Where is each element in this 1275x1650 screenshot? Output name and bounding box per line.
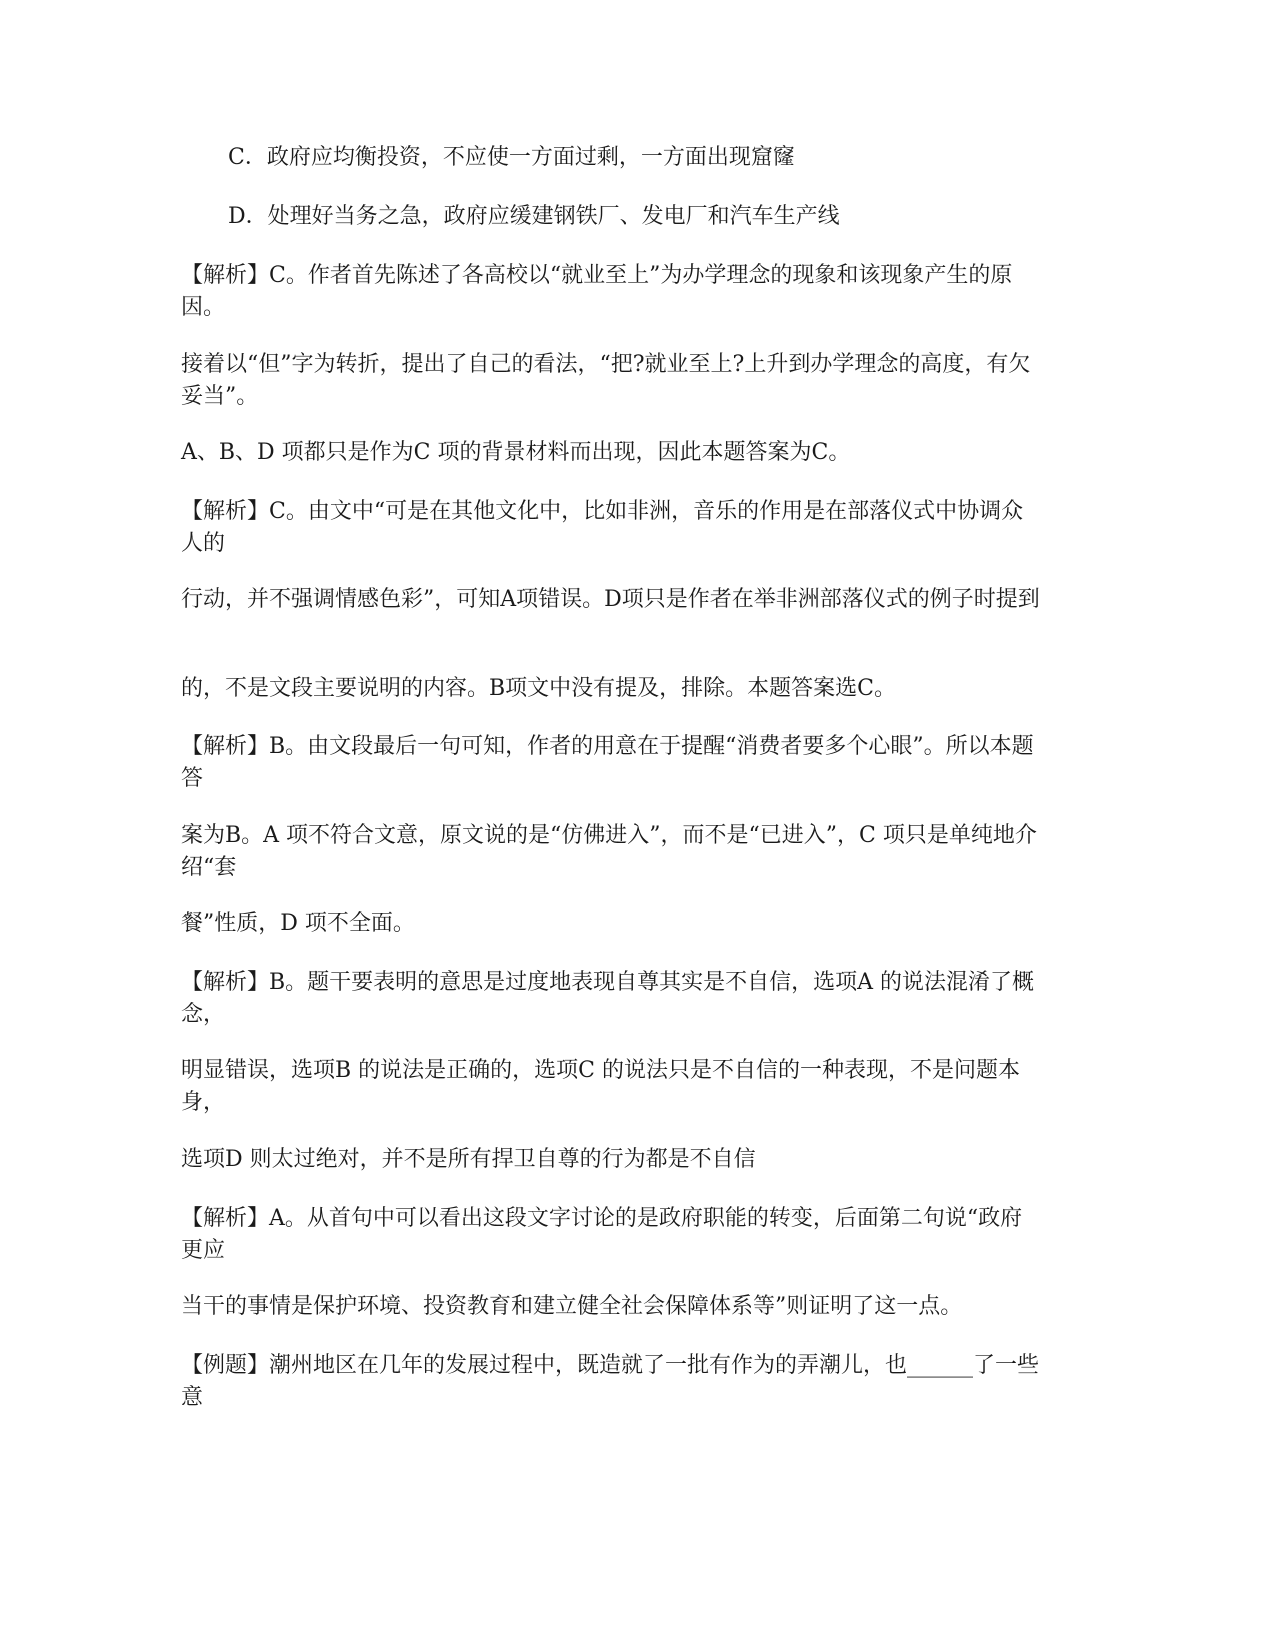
analysis-paragraph: 案为B。A 项不符合文意，原文说的是“仿佛进入”，而不是“已进入”，C 项只是单纯地介绍“套 [181, 823, 1037, 880]
analysis-paragraph: 接着以“但”字为转折，提出了自己的看法，“把?就业至上?上升到办学理念的高度，有欠妥当”。 [181, 352, 1031, 409]
analysis-paragraph: 【解析】A。从首句中可以看出这段文字讨论的是政府职能的转变，后面第二句说“政府更应 [181, 1206, 1023, 1263]
analysis-paragraph: 【解析】C。作者首先陈述了各高校以“就业至上”为办学理念的现象和该现象产生的原因。 [181, 263, 1013, 320]
analysis-paragraph: 的，不是文段主要说明的内容。B项文中没有提及，排除。本题答案选C。 [181, 676, 897, 701]
analysis-paragraph: 【解析】B。题干要表明的意思是过度地表现自尊其实是不自信，选项A 的说法混淆了概念， [181, 970, 1035, 1027]
analysis-paragraph: 行动，并不强调情感色彩”，可知A项错误。D项只是作者在举非洲部落仪式的例子时提到 [181, 587, 1040, 612]
analysis-paragraph: 【解析】C。由文中“可是在其他文化中，比如非洲，音乐的作用是在部落仪式中协调众人的 [181, 499, 1024, 556]
analysis-paragraph: 选项D 则太过绝对，并不是所有捍卫自尊的行为都是不自信 [181, 1147, 756, 1172]
analysis-paragraph: 餐”性质，D 项不全面。 [181, 911, 415, 936]
analysis-paragraph: 明显错误，选项B 的说法是正确的，选项C 的说法只是不自信的一种表现，不是问题本身， [181, 1058, 1020, 1115]
analysis-paragraph: A、B、D 项都只是作为C 项的背景材料而出现，因此本题答案为C。 [181, 440, 851, 465]
example-question-paragraph: 【例题】潮州地区在几年的发展过程中，既造就了一批有作为的弄潮儿，也______了一些意 [181, 1353, 1040, 1410]
analysis-paragraph: 【解析】B。由文段最后一句可知，作者的用意在于提醒“消费者要多个心眼”。所以本题答 [181, 734, 1034, 791]
option-c-text: C．政府应均衡投资，不应使一方面过剩，一方面出现窟窿 [228, 145, 795, 170]
analysis-paragraph: 当干的事情是保护环境、投资教育和建立健全社会保障体系等”则证明了这一点。 [181, 1294, 963, 1319]
option-d-text: D．处理好当务之急，政府应缓建钢铁厂、发电厂和汽车生产线 [228, 204, 840, 229]
